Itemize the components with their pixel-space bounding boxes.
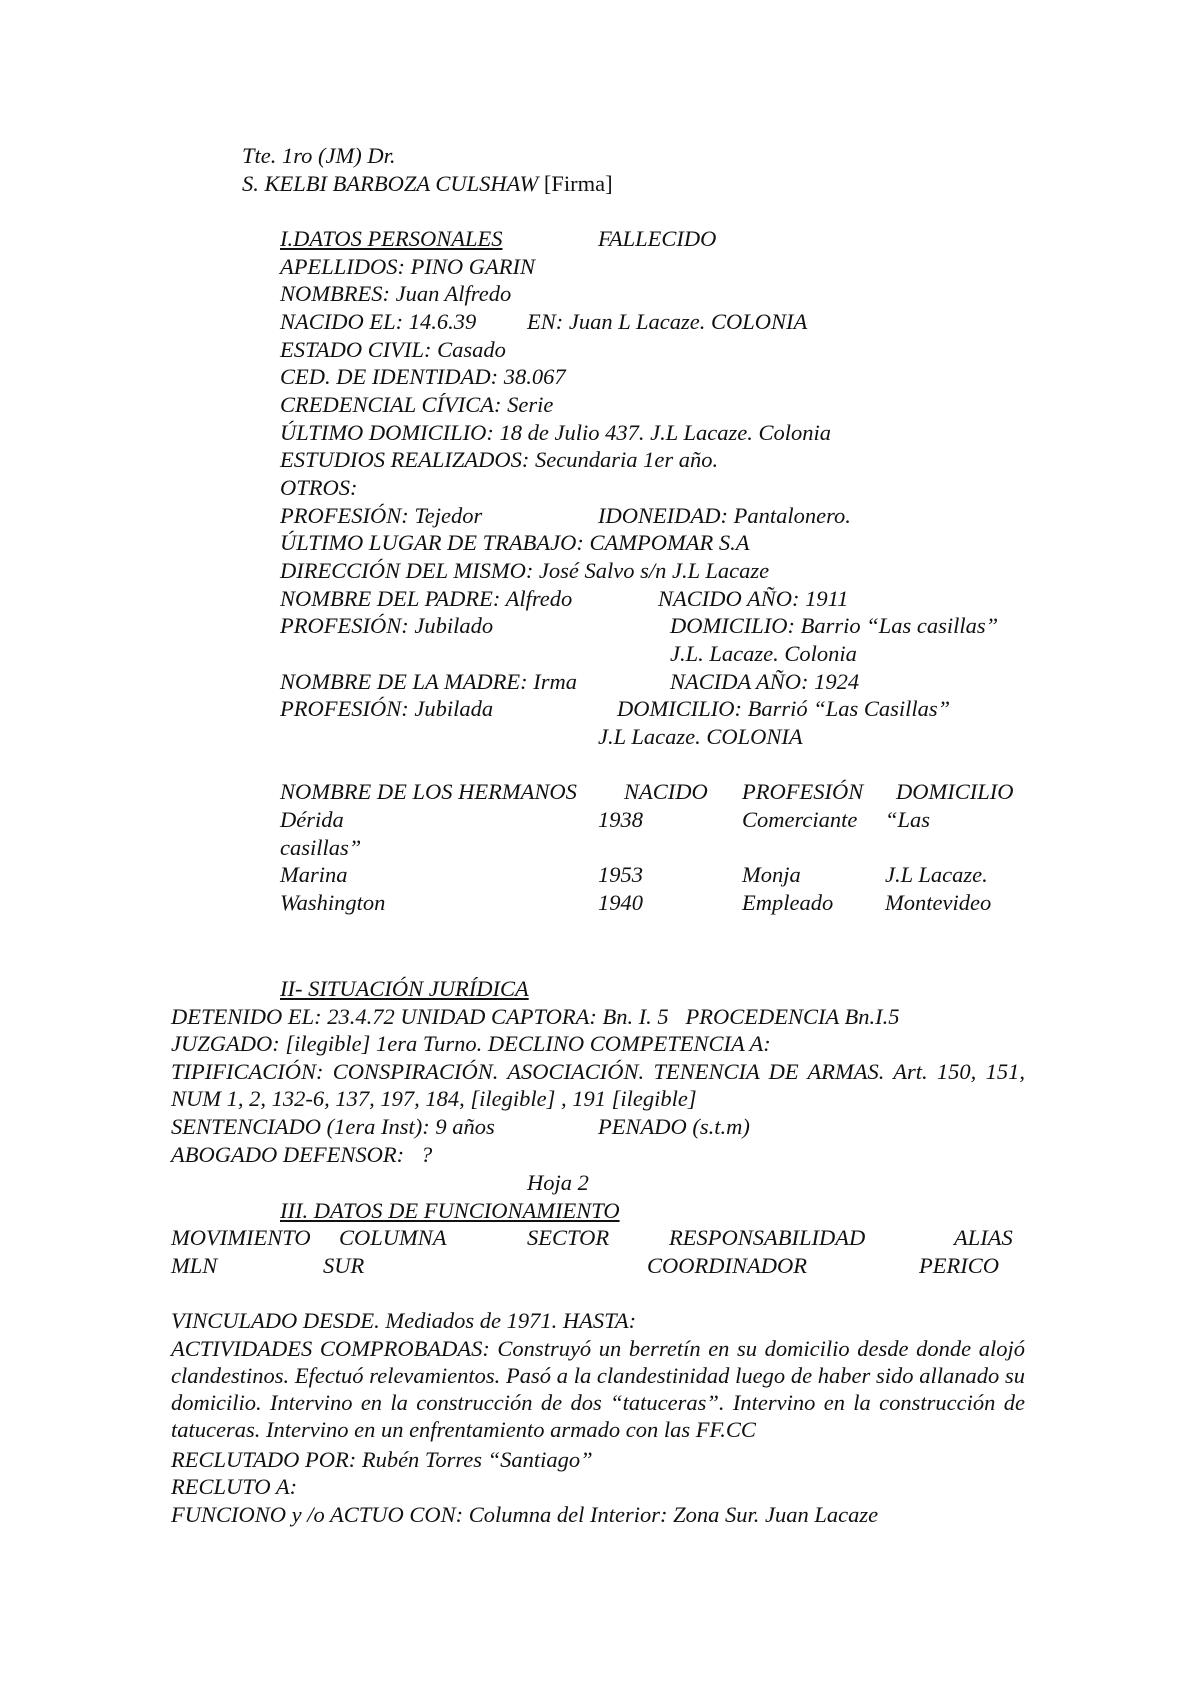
sibling-profession: Comerciante: [742, 807, 858, 832]
legal-heading: II- SITUACIÓN JURÍDICA: [280, 976, 529, 1001]
father-name: NOMBRE DEL PADRE: Alfredo: [280, 586, 573, 611]
sibling-name-continued: casillas”: [280, 835, 362, 860]
last-workplace: ÚLTIMO LUGAR DE TRABAJO: CAMPOMAR S.A: [280, 530, 750, 555]
civil-status: ESTADO CIVIL: Casado: [280, 337, 506, 362]
others: OTROS:: [280, 475, 358, 500]
operation-header-sector: SECTOR: [527, 1225, 610, 1250]
officer-name: S. KELBI BARBOZA CULSHAW: [242, 171, 539, 196]
operation-header-alias: ALIAS: [954, 1225, 1013, 1250]
nombres: NOMBRES: Juan Alfredo: [280, 281, 512, 306]
officer-name-line: [242, 170, 613, 197]
officer-rank: Tte. 1ro (JM) Dr.: [242, 143, 396, 168]
siblings-header-name: NOMBRE DE LOS HERMANOS: [280, 779, 577, 804]
worked-with: FUNCIONO y /o ACTUO CON: Columna del Interior: Zona Sur. Juan Lacaze: [171, 1502, 879, 1527]
father-birth-year: NACIDO AÑO: 1911: [658, 586, 849, 611]
operation-alias: PERICO: [919, 1253, 999, 1278]
signature-note: [Firma]: [543, 171, 613, 196]
profession: PROFESIÓN: Tejedor: [280, 503, 483, 528]
operation-responsibility: COORDINADOR: [647, 1253, 807, 1278]
birth-place: EN: Juan L Lacaze. COLONIA: [527, 309, 808, 334]
status-label: FALLECIDO: [598, 226, 717, 251]
siblings-header-profession: PROFESIÓN: [742, 779, 864, 804]
competence: IDONEIDAD: Pantalonero.: [598, 503, 851, 528]
linked-since: VINCULADO DESDE. Mediados de 1971. HASTA:: [171, 1308, 637, 1333]
mother-address-line2: J.L Lacaze. COLONIA: [598, 724, 803, 749]
sibling-name: Dérida: [280, 807, 344, 832]
father-address: DOMICILIO: Barrio “Las casillas”: [670, 613, 999, 638]
mother-address: DOMICILIO: Barrió “Las Casillas”: [617, 696, 951, 721]
operation-header-movement: MOVIMIENTO: [171, 1225, 311, 1250]
father-profession: PROFESIÓN: Jubilado: [280, 613, 494, 638]
mother-profession: PROFESIÓN: Jubilada: [280, 696, 494, 721]
sibling-name: Marina: [280, 862, 348, 887]
sibling-name: Washington: [280, 890, 386, 915]
sibling-profession: Empleado: [742, 890, 834, 915]
siblings-header-address: DOMICILIO: [896, 779, 1014, 804]
siblings-header-born: NACIDO: [624, 779, 708, 804]
activities-paragraph: ACTIVIDADES COMPROBADAS: Construyó un berretín en su domicilio desde donde alojó clandestinos. Efectuó relevamientos. Pasó a la clandestinidad luego de haber sido allanado su domicilio. Intervino en la construcción de dos “tatuceras”. Intervino en la construcción de tatuceras. Intervino en un enfrentamiento armado con las FF.CC: [171, 1336, 1025, 1442]
charges-paragraph: TIPIFICACIÓN: CONSPIRACIÓN. ASOCIACIÓN. TENENCIA DE ARMAS. Art. 150, 151, NUM 1, 2, 132-6, 137, 197, 184, [ilegible] , 191 [ilegible]: [171, 1059, 1025, 1111]
mother-birth-year: NACIDA AÑO: 1924: [670, 669, 860, 694]
operation-header-responsibility: RESPONSABILIDAD: [669, 1225, 866, 1250]
detention-line: DETENIDO EL: 23.4.72 UNIDAD CAPTORA: Bn. I. 5 PROCEDENCIA Bn.I.5: [171, 1004, 900, 1029]
id-number: CED. DE IDENTIDAD: 38.067: [280, 364, 566, 389]
operation-column: SUR: [323, 1253, 365, 1278]
court-line: JUZGADO: [ilegible] 1era Turno. DECLINO COMPETENCIA A:: [171, 1031, 771, 1056]
father-address-line2: J.L. Lacaze. Colonia: [670, 641, 857, 666]
operation-movement: MLN: [171, 1253, 218, 1278]
apellidos: APELLIDOS: PINO GARIN: [280, 254, 535, 279]
page-label: Hoja 2: [527, 1170, 589, 1195]
penalty-line: PENADO (s.t.m): [598, 1114, 750, 1139]
defense-lawyer: ABOGADO DEFENSOR: ?: [171, 1142, 433, 1167]
civic-credential: CREDENCIAL CÍVICA: Serie: [280, 392, 554, 417]
studies: ESTUDIOS REALIZADOS: Secundaria 1er año.: [280, 447, 719, 472]
operation-header-column: COLUMNA: [339, 1225, 447, 1250]
sentence-line: SENTENCIADO (1era Inst): 9 años: [171, 1114, 495, 1139]
sibling-year: 1953: [598, 862, 643, 887]
sibling-address: “Las: [885, 807, 931, 832]
last-address: ÚLTIMO DOMICILIO: 18 de Julio 437. J.L Lacaze. Colonia: [280, 420, 831, 445]
personal-heading: I.DATOS PERSONALES: [280, 226, 503, 251]
mother-name: NOMBRE DE LA MADRE: Irma: [280, 669, 578, 694]
sibling-profession: Monja: [742, 862, 801, 887]
workplace-address: DIRECCIÓN DEL MISMO: José Salvo s/n J.L Lacaze: [280, 558, 770, 583]
sibling-year: 1938: [598, 807, 643, 832]
sibling-address: Montevideo: [885, 890, 992, 915]
recruited: RECLUTO A:: [171, 1474, 298, 1499]
operation-heading: III. DATOS DE FUNCIONAMIENTO: [280, 1198, 620, 1223]
recruited-by: RECLUTADO POR: Rubén Torres “Santiago”: [171, 1447, 593, 1472]
sibling-year: 1940: [598, 890, 643, 915]
birth-date: NACIDO EL: 14.6.39: [280, 309, 477, 334]
sibling-address: J.L Lacaze.: [885, 862, 988, 887]
